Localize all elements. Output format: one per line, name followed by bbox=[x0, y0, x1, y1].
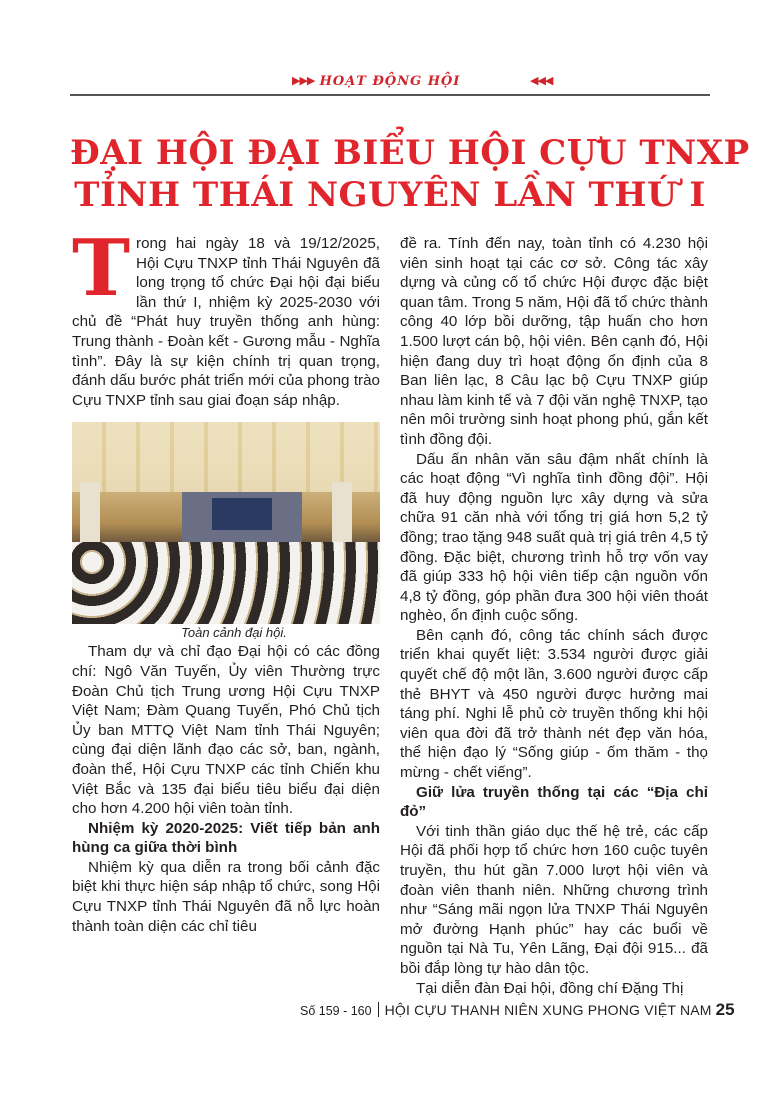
title-line-2: TỈNH THÁI NGUYÊN LẦN THỨ I bbox=[74, 175, 706, 215]
publication-name: HỘI CỰU THANH NIÊN XUNG PHONG VIỆT NAM bbox=[384, 1002, 712, 1018]
title-line-1: ĐẠI HỘI ĐẠI BIỂU HỘI CỰU TNXP bbox=[70, 133, 750, 173]
article-title bbox=[70, 132, 750, 216]
footer-divider bbox=[378, 1002, 379, 1017]
paragraph-forum: Tại diễn đàn Đại hội, đồng chí Đặng Thị bbox=[416, 979, 684, 997]
paragraph-term-continued: đề ra. Tính đến nay, toàn tỉnh có 4.230 hội viên sinh hoạt tại các cơ sở. Công tác xây dựng và củng cố tổ chức Hội được đặc biệt quan tâm. Trong 5 năm, Hội đã tổ chức thành công 40 lớp bồi dưỡng, tập huấn cho hơn 1.500 lượt cán bộ, hội viên. Bên cạnh đó, Hội hiện đang duy trì hoạt động ổn định của 8 Ban liên lạc, 8 Câu lạc bộ Cựu TNXP giúp nhau làm kinh tế và 7 đội văn nghệ TNXP, tạo nên môi trường sinh hoạt phong phú, gắn kết tình đồng đội. bbox=[400, 235, 708, 448]
subheading-term: Nhiệm kỳ 2020-2025: Viết tiếp bản anh hùng ca giữa thời bình bbox=[72, 819, 380, 857]
right-column bbox=[400, 234, 708, 998]
section-label: HOẠT ĐỘNG HỘI bbox=[319, 74, 461, 89]
photo-audience bbox=[72, 542, 380, 624]
dropcap: T bbox=[72, 223, 131, 314]
conference-photo bbox=[72, 422, 380, 624]
page-number: 25 bbox=[715, 1000, 735, 1019]
issue-number: Số 159 - 160 bbox=[300, 1004, 372, 1018]
paragraph-comradeship: Dấu ấn nhân văn sâu đậm nhất chính là các hoạt động “Vì nghĩa tình đồng đội”. Hội đã huy động nguồn lực xây dựng và sửa chữa 91 căn nhà với tổng trị giá hơn 5,2 tỷ đồng; trao tặng 948 suất quà trị giá trên 4,5 tỷ đồng. Đặc biệt, chương trình hỗ trợ vốn vay đã giúp 333 hộ hội viên tiếp cận nguồn vốn 4,8 tỷ đồng, góp phần đưa 300 hội viên thoát nghèo, ổn định cuộc sống. bbox=[400, 450, 708, 625]
subheading-tradition: Giữ lửa truyền thống tại các “Địa chỉ đỏ” bbox=[400, 783, 708, 821]
paragraph-education: Với tinh thần giáo dục thế hệ trẻ, các cấp Hội đã phối hợp tổ chức hơn 160 cuộc tuyên truyền, thu hút gần 7.000 lượt hội viên và đoàn viên thanh niên. Những chương trình như “Sáng mãi ngọn lửa TNXP Thái Nguyên mở đường Hạnh phúc” hay các buổi về nguồn tại Nà Tu, Yên Lãng, Đại đội 915... đã bồi đắp lòng tự hào dân tộc. bbox=[400, 822, 708, 977]
paragraph-attendees: Tham dự và chỉ đạo Đại hội có các đồng chí: Ngô Văn Tuyến, Ủy viên Thường trực Đoàn Chủ tịch Trung ương Hội Cựu TNXP Việt Nam; Đàm Quang Tuyến, Phó Chủ tịch Ủy ban MTTQ Việt Nam tỉnh Thái Nguyên; cùng đại diện lãnh đạo các sở, ban, ngành, đoàn thể, Hội Cựu TNXP các tỉnh Chiến khu Việt Bắc và 135 đại biểu tiêu biểu đại diện cho hơn 4.200 hội viên toàn tỉnh. bbox=[72, 643, 380, 818]
paragraph-term: Nhiệm kỳ qua diễn ra trong bối cảnh đặc biệt khi thực hiện sáp nhập tổ chức, song Hội Cựu TNXP tỉnh Thái Nguyên đã nỗ lực hoàn thành toàn diện các chỉ tiêu bbox=[72, 858, 380, 935]
photo-caption: Toàn cảnh đại hội. bbox=[181, 625, 287, 641]
page-footer bbox=[300, 1000, 735, 1020]
paragraph-policy: Bên cạnh đó, công tác chính sách được triển khai quyết liệt: 3.534 người được giải quyết chế độ một lần, 3.600 người được cấp thẻ BHYT và 450 người được hưởng mai táng phí. Nghi lễ phủ cờ truyền thống khi hội viên qua đời đã trở thành nét đẹp văn hóa, thể hiện đạo lý “Sống giúp - ốm thăm - thọ mừng - chết viếng”. bbox=[400, 626, 708, 782]
arrows-right-icon: ◀◀◀ bbox=[530, 75, 553, 87]
left-column bbox=[72, 223, 380, 936]
paragraph-intro: rong hai ngày 18 và 19/12/2025, Hội Cựu TNXP tỉnh Thái Nguyên đã long trọng tổ chức Đại hội đại biểu lần thứ I, nhiệm kỳ 2025-2030 với chủ đề “Phát huy truyền thống anh hùng: Trung thành - Đoàn kết - Gương mẫu - Nghĩa tình”. Đây là sự kiện chính trị quan trọng, đánh dấu bước phát triển mới của phong trào Cựu TNXP tỉnh sau giai đoạn sáp nhập. bbox=[72, 235, 380, 409]
header-rule bbox=[70, 94, 710, 96]
section-header bbox=[70, 74, 710, 96]
arrows-left-icon: ▶▶▶ bbox=[292, 75, 315, 87]
photo-screen bbox=[212, 498, 272, 530]
